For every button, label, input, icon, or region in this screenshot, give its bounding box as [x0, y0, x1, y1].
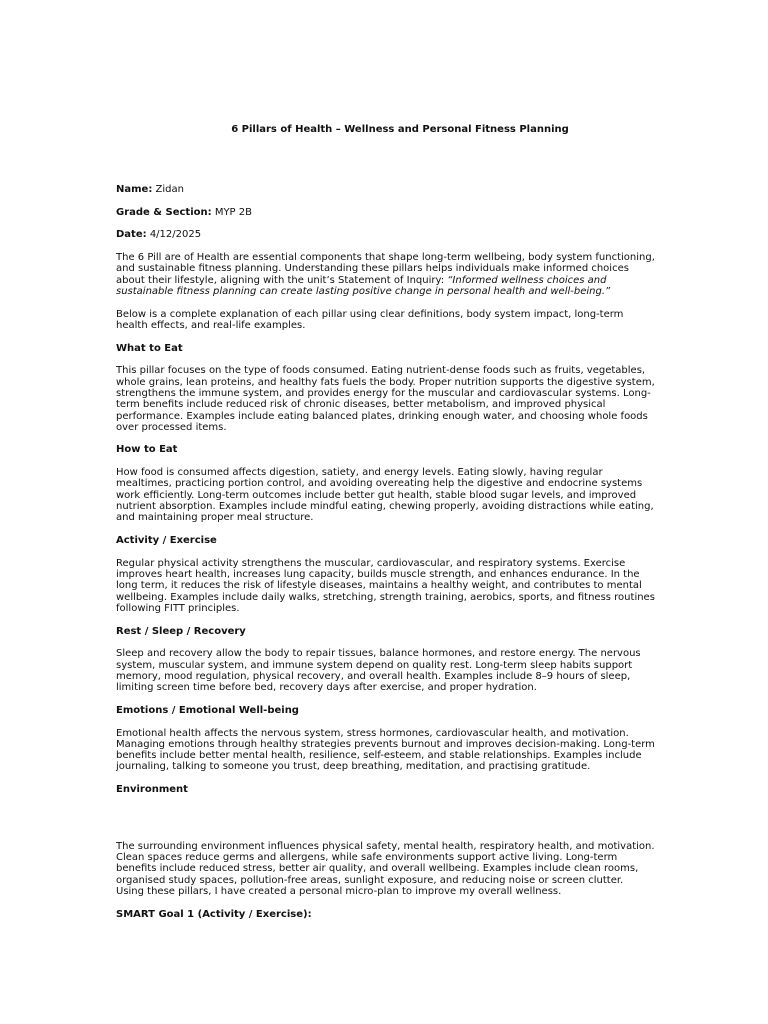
section-heading-activity: Activity / Exercise: [116, 535, 217, 547]
section-body-environment: The surrounding environment influences physical safety, mental health, respiratory health, and motivation. Clean spaces reduce germs and allergens, while safe environments support active living. Long-term benefits include reduced stress, better air quality, and overall wellbeing. Examples include clean rooms, organised study spaces, pollution-free areas, sunlight exposure, and reducing noise or screen clutter.: [116, 840, 655, 886]
grade-label: Grade & Section:: [116, 206, 212, 218]
document-body: [116, 184, 656, 931]
section-heading-emotions: Emotions / Emotional Well-being: [116, 704, 299, 716]
section-body-rest: Sleep and recovery allow the body to repair tissues, balance hormones, and restore energy. The nervous system, muscular system, and immune system depend on quality rest. Long-term sleep habits support memory, mood regulation, physical recovery, and overall health. Examples include 8–9 hours of sleep, limiting screen time before bed, recovery days after exercise, and proper hydration.: [116, 648, 641, 694]
grade-field: [116, 207, 656, 218]
section-heading-rest: Rest / Sleep / Recovery: [116, 625, 246, 637]
blank-space: [116, 807, 656, 841]
intro-text: The 6 Pill are of Health are essential components that shape long-term wellbeing, body system functioning, and sustainable fitness planning. Understanding these pillars helps individuals make informed choices about their lifestyle, aligning with the unit’s Statement of Inquiry:: [116, 252, 655, 286]
closing-paragraph: Using these pillars, I have created a personal micro-plan to improve my overall wellness.: [116, 886, 562, 898]
name-field: [116, 184, 656, 195]
date-value: 4/12/2025: [149, 229, 202, 241]
overview-paragraph: Below is a complete explanation of each pillar using clear definitions, body system impact, long-term health effects, and real-life examples.: [116, 308, 624, 331]
section-body-what-to-eat: This pillar focuses on the type of foods consumed. Eating nutrient-dense foods such as fruits, vegetables, whole grains, lean proteins, and healthy fats fuels the body. Proper nutrition supports the digestive system, strengthens the immune system, and provides energy for the muscular and cardiovascular systems. Long-term benefits include reduced risk of chronic diseases, better metabolism, and improved physical performance. Examples include eating balanced plates, drinking enough water, and choosing whole foods over processed items.: [116, 365, 655, 433]
section-heading-environment: Environment: [116, 784, 188, 796]
date-field: [116, 229, 656, 240]
smart-goal-heading: SMART Goal 1 (Activity / Exercise):: [116, 908, 312, 920]
section-body-emotions: Emotional health affects the nervous system, stress hormones, cardiovascular health, and motivation. Managing emotions through healthy strategies prevents burnout and improves decision-making. Long-term benefits include better mental health, resilience, self-esteem, and stable relationships. Examples include journaling, talking to someone you trust, deep breathing, meditation, and practising gratitude.: [116, 727, 655, 773]
grade-value: MYP 2B: [214, 206, 252, 218]
section-body-activity: Regular physical activity strengthens the muscular, cardiovascular, and respiratory systems. Exercise improves heart health, increases lung capacity, builds muscle strength, and enhances endurance. In the long term, it reduces the risk of lifestyle diseases, maintains a healthy weight, and contributes to mental wellbeing. Examples include daily walks, stretching, strength training, aerobics, sports, and fitness routines following FITT principles.: [116, 557, 655, 614]
name-value: Zidan: [155, 184, 184, 195]
name-label: Name:: [116, 184, 153, 195]
section-heading-how-to-eat: How to Eat: [116, 444, 178, 456]
section-body-how-to-eat: How food is consumed affects digestion, satiety, and energy levels. Eating slowly, having regular mealtimes, practicing portion control, and avoiding overeating help the digestive and endocrine systems work efficiently. Long-term outcomes include better gut health, stable blood sugar levels, and improved nutrient absorption. Examples include mindful eating, chewing properly, avoiding distractions while eating, and maintaining proper meal structure.: [116, 467, 654, 524]
statement-of-inquiry-quote: “Informed wellness choices and sustainable fitness planning can create lasting positive change in personal health and well-being.”: [116, 274, 611, 297]
document-title: 6 Pillars of Health – Wellness and Personal Fitness Planning: [231, 124, 569, 135]
intro-paragraph: [116, 252, 656, 297]
date-label: Date:: [116, 229, 147, 241]
section-heading-what-to-eat: What to Eat: [116, 342, 183, 354]
